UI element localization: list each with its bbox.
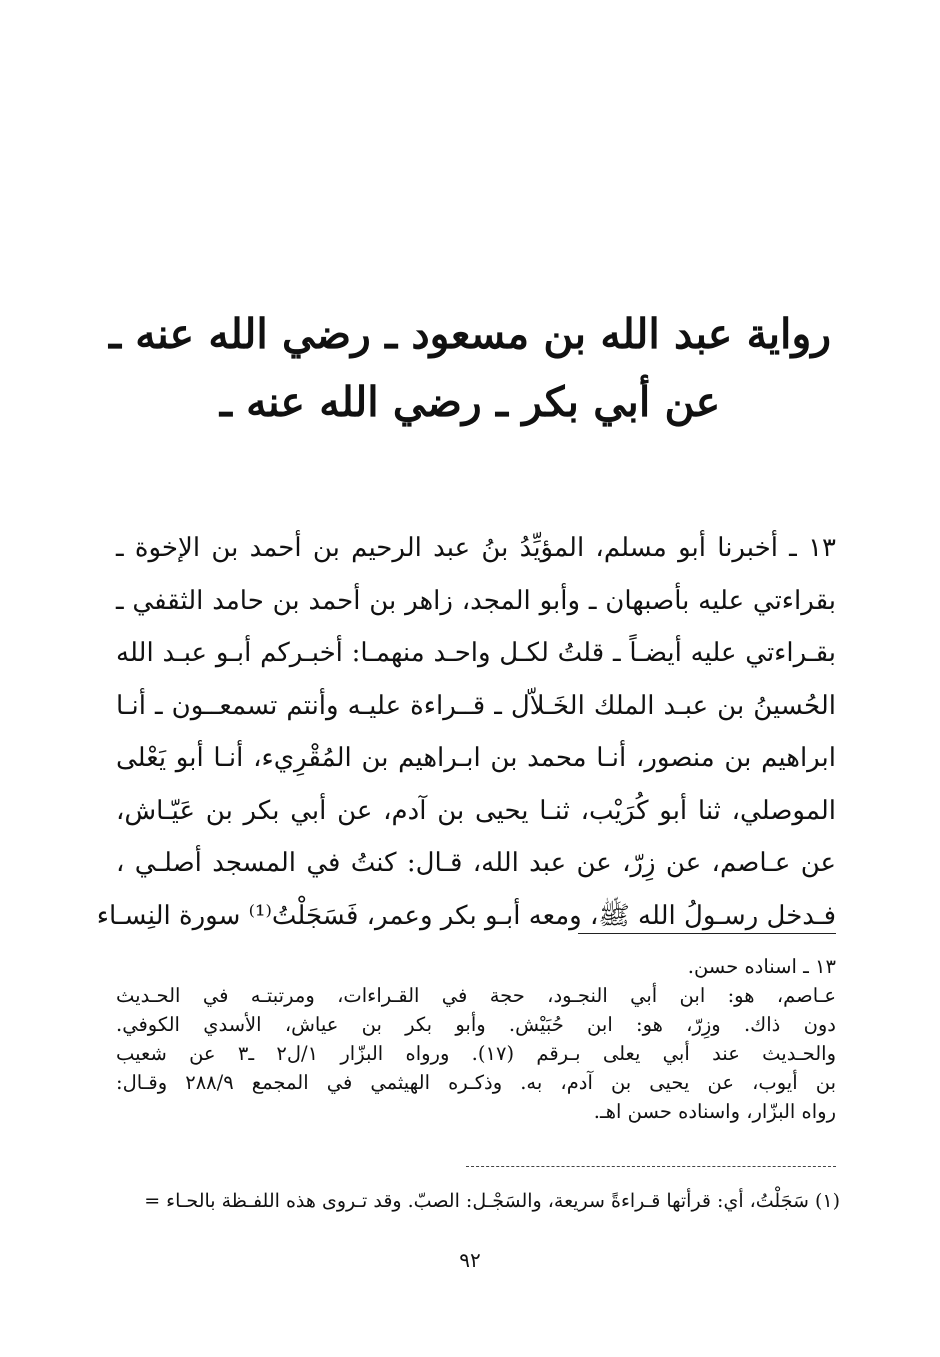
footnote: (١) سَجَلْتُ، أي: قرأتها قـراءةً سريعة، والسَجْـل: الصبّ. وقد تـروى هذه اللفـظة بالحـاء = <box>144 1190 840 1212</box>
commentary-notes <box>116 952 836 1126</box>
page-number: ٩٢ <box>459 1248 481 1272</box>
note-line-5: بن أيوب، عن يحيى بن آدم، به. وذكـره الهيثمي في المجمع ٢٨٨/٩ وقـال: <box>116 1071 836 1094</box>
heading-line-1: رواية عبد الله بن مسعود ـ رضي الله عنه ـ <box>108 310 832 358</box>
body-line-3: بقـراءتي عليه أيضـاً ـ قلتُ لكـل واحـد منهمـا: أخبـركم أبـو عبـد الله <box>116 638 836 668</box>
note-line-3: دون ذاك. وزِرّ، هو: ابن حُبَيْش. وأبو بكر بن عياش، الأسدي الكوفي. <box>116 1013 836 1036</box>
note-line-2: عـاصم، هو: ابن أبي النجـود، حجة في القـراءات، ومرتبتـه في الحـديث <box>116 984 836 1007</box>
hadith-text <box>96 522 836 942</box>
body-line-7: عن عـاصم، عن زِرّ، عن عبد الله، قـال: كنتُ في المسجد أصلـي ، <box>116 848 836 878</box>
body-line-2: بقراءتي عليه بأصبهان ـ وأبو المجد، زاهر بن أحمد بن حامد الثقفي ـ <box>116 585 836 616</box>
heading-line-2: عن أبي بكر ـ رضي الله عنه ـ <box>219 378 721 426</box>
note-line-1: ١٣ ـ اسناده حسن. <box>687 955 836 978</box>
body-line-4: الحُسينُ بن عبـد الملك الخَـلاّل ـ قــراءة عليـه وأنتم تسمعــون ـ أنـا <box>116 690 836 721</box>
note-line-6: رواه البزّار، واسناده حسن اهـ. <box>593 1100 836 1123</box>
body-line-8: فـدخل رسـولُ الله ﷺ، ومعه أبـو بكر وعمر، فَسَجَلْتُ⁽¹⁾ سورة النِسـاء <box>96 900 836 931</box>
body-line-1: ١٣ ـ أخبرنا أبو مسلم، المؤيِّدُ بنُ عبد الرحيم بن أحمد بن الإخوة ـ <box>116 533 836 563</box>
body-line-6: الموصلي، ثنا أبو كُرَيْب، ثنـا يحيى بن آدم، عن أبي بكر بن عَيّـاش، <box>116 795 836 826</box>
note-line-4: والحـديث عند أبي يعلى بـرقم (١٧). ورواه البزّار ١/ل٢ ـ٣ عن شعيب <box>116 1042 837 1065</box>
chapter-heading <box>80 300 860 436</box>
footnote-divider <box>466 1166 836 1167</box>
body-line-5: ابراهيم بن منصور، أنـا محمد بن ابـراهيم بن المُقْرِيء، أنـا أبو يَعْلى <box>116 743 836 773</box>
notes-divider <box>578 933 836 934</box>
